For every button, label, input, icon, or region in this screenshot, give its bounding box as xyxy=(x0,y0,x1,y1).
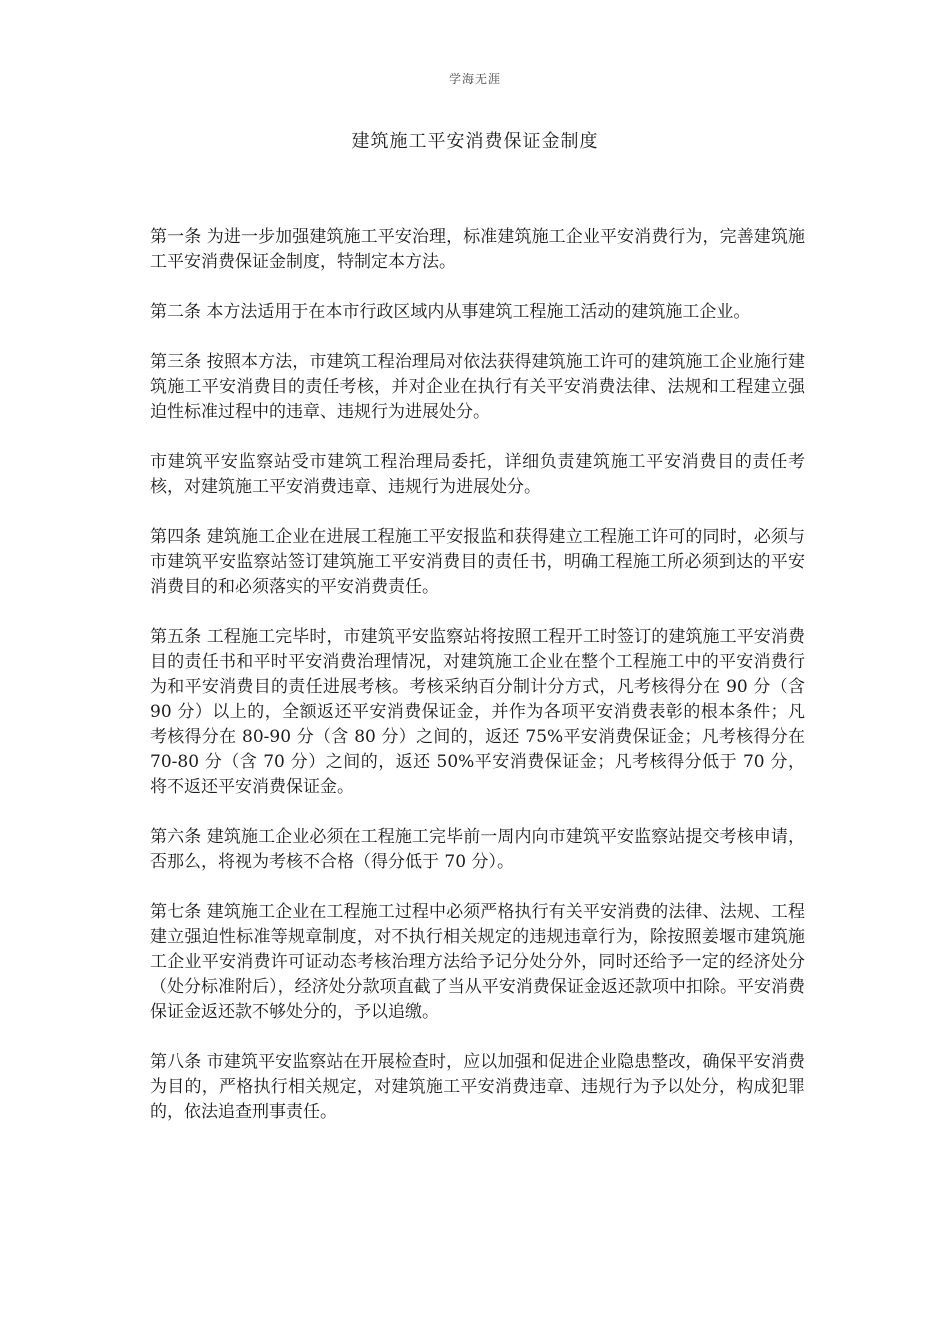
article-1: 第一条 为进一步加强建筑施工平安治理，标准建筑施工企业平安消费行为，完善建筑施工平安消费保证金制度，特制定本方法。 xyxy=(150,227,805,272)
article-6: 第六条 建筑施工企业必须在工程施工完毕前一周内向市建筑平安监察站提交考核申请，否那么，将视为考核不合格（得分低于 70 分）。 xyxy=(150,827,805,872)
article-8: 第八条 市建筑平安监察站在开展检查时，应以加强和促进企业隐患整改，确保平安消费为目的，严格执行相关规定，对建筑施工平安消费违章、违规行为予以处分，构成犯罪的，依法追查刑事责任。 xyxy=(150,1052,805,1122)
article-5: 第五条 工程施工完毕时，市建筑平安监察站将按照工程开工时签订的建筑施工平安消费目的责任书和平时平安消费治理情况，对建筑施工企业在整个工程施工中的平安消费行为和平安消费目的责任进展考核。考核采纳百分制计分方式，凡考核得分在 90 分（含 90 分）以上的，全额返还平安消费保证金，并作为各项平安消费表彰的根本条件；凡考核得分在 80-90 分（含 80 分）之间的，返还 75%平安消费保证金；凡考核得分在 70-80 分（含 70 分）之间的，返还 50%平安消费保证金；凡考核得分低于 70 分，将不返还平安消费保证金。 xyxy=(150,627,805,797)
document-body xyxy=(150,225,805,1150)
article-7: 第七条 建筑施工企业在工程施工过程中必须严格执行有关平安消费的法律、法规、工程建立强迫性标准等规章制度，对不执行相关规定的违规违章行为，除按照姜堰市建筑施工企业平安消费许可证动态考核治理方法给予记分处分外，同时还给予一定的经济处分（处分标准附后），经济处分款项直截了当从平安消费保证金返还款项中扣除。平安消费保证金返还款不够处分的，予以追缴。 xyxy=(150,902,805,1022)
article-3: 第三条 按照本方法，市建筑工程治理局对依法获得建筑施工许可的建筑施工企业施行建筑施工平安消费目的责任考核，并对企业在执行有关平安消费法律、法规和工程建立强迫性标准过程中的违章、违规行为进展处分。 xyxy=(150,352,805,422)
article-2: 第二条 本方法适用于在本市行政区域内从事建筑工程施工活动的建筑施工企业。 xyxy=(150,302,751,322)
article-4: 第四条 建筑施工企业在进展工程施工平安报监和获得建立工程施工许可的同时，必须与市建筑平安监察站签订建筑施工平安消费目的责任书，明确工程施工所必须到达的平安消费目的和必须落实的平安消费责任。 xyxy=(150,527,805,597)
article-3-supplement: 市建筑平安监察站受市建筑工程治理局委托，详细负责建筑施工平安消费目的责任考核，对建筑施工平安消费违章、违规行为进展处分。 xyxy=(150,452,805,497)
page-header: 学海无涯 xyxy=(448,72,501,86)
document-title: 建筑施工平安消费保证金制度 xyxy=(351,131,599,152)
